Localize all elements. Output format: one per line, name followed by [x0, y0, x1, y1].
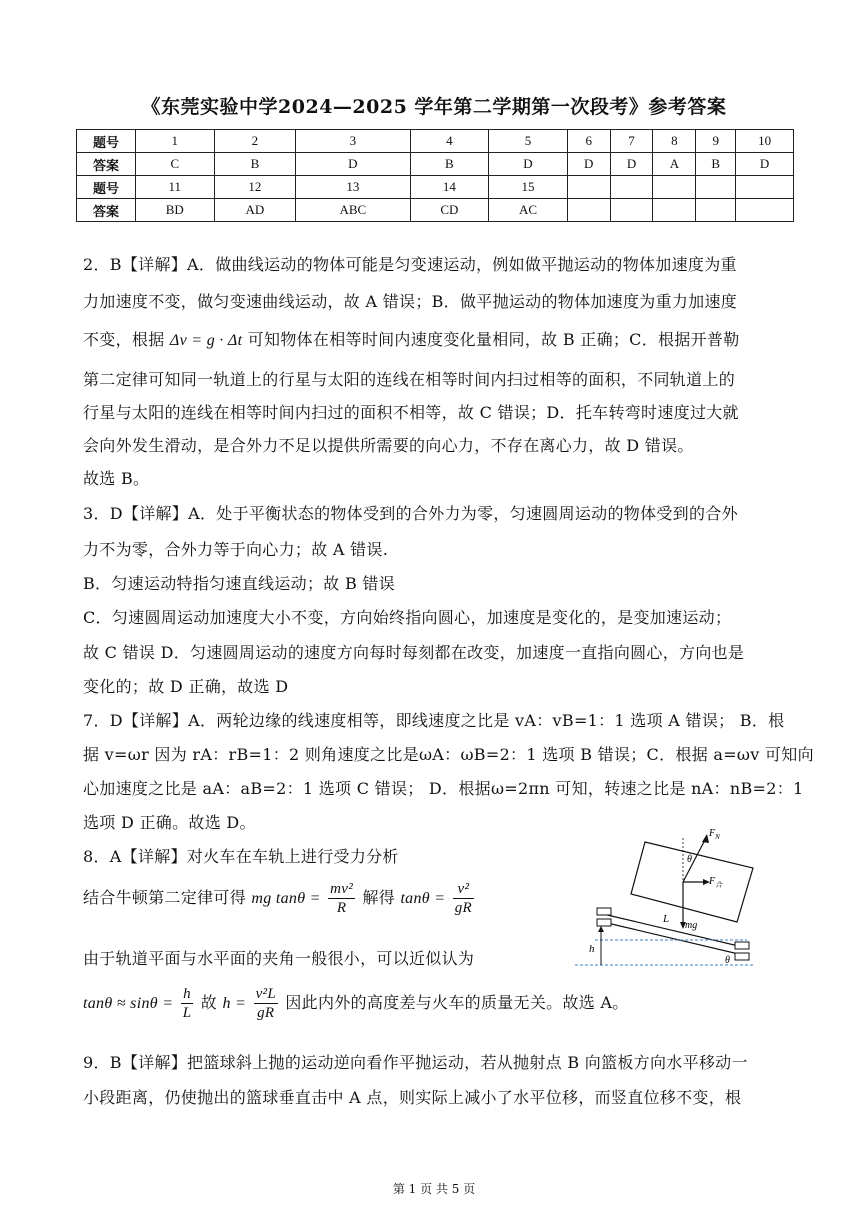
- table-cell: 题号: [77, 176, 136, 199]
- q8-text-2a: 结合牛顿第二定律可得: [83, 888, 247, 907]
- table-cell: A: [653, 153, 696, 176]
- table-row: [77, 130, 794, 153]
- formula-mg-tan: mg tanθ =: [251, 890, 321, 907]
- q8-line-1: 8．A【详解】对火车在车轨上进行受力分析: [83, 847, 399, 866]
- numerator: v²: [453, 880, 474, 899]
- q9-line-1: 9．B【详解】把篮球斜上抛的运动逆向看作平抛运动，若从抛射点 B 向篮板方向水平移动一: [83, 1053, 748, 1072]
- fn-main: F: [709, 828, 716, 839]
- table-cell: 5: [489, 130, 568, 153]
- table-cell: 10: [736, 130, 794, 153]
- height-arrow-top: [598, 926, 604, 932]
- q8-text-4a: 故: [200, 993, 218, 1012]
- page-title: 《东莞实验中学2024—2025 学年第二学期第一次段考》参考答案: [141, 96, 727, 118]
- table-cell: C: [136, 153, 215, 176]
- table-cell: [653, 199, 696, 222]
- table-cell: BD: [136, 199, 215, 222]
- table-cell: 2: [214, 130, 296, 153]
- q2-line-1: 2．B【详解】A．做曲线运动的物体可能是匀变速运动，例如做平抛运动的物体加速度为重: [83, 255, 737, 274]
- table-cell: [736, 176, 794, 199]
- fraction-h-l: [181, 985, 194, 1022]
- q2-line-5: 行星与太阳的连线在相等时间内扫过的面积不相等，故 C 错误；D．托车转弯时速度过大就: [83, 403, 739, 422]
- formula-tan: tanθ =: [400, 890, 446, 907]
- rail-lower-line: [603, 922, 747, 956]
- q2-line-4: 第二定律可知同一轨道上的行星与太阳的连线在相等时间内扫过相等的面积，不同轨道上的: [83, 370, 736, 389]
- table-cell: 14: [410, 176, 489, 199]
- mg-label: mg: [685, 920, 698, 931]
- q3-line-6: 变化的；故 D 正确，故选 D: [83, 677, 289, 696]
- q8-line-3: 由于轨道平面与水平面的夹角一般很小，可以近似认为: [83, 949, 475, 968]
- q7-line-1: 7．D【详解】A．两轮边缘的线速度相等，即线速度之比是 vA：vB=1：1 选项 A 错误； B．根: [83, 711, 785, 730]
- table-cell: [653, 176, 696, 199]
- h-label: h: [589, 943, 595, 955]
- q2-line-2: 力加速度不变，做匀变速曲线运动，故 A 错误；B．做平抛运动的物体加速度为重力加速度: [83, 292, 738, 311]
- delta-v-formula: Δv = g · Δt: [169, 332, 243, 349]
- table-cell: D: [489, 153, 568, 176]
- fhe-sub: 合: [715, 881, 723, 889]
- rail-block-left-bottom: [597, 919, 611, 926]
- page-footer: 第 1 页 共 5 页: [392, 1182, 476, 1196]
- formula-h: h =: [222, 995, 247, 1012]
- q8-line-4: [83, 985, 629, 1022]
- table-cell: [567, 176, 610, 199]
- q3-line-3: B．匀速运动特指匀速直线运动；故 B 错误: [83, 574, 395, 593]
- q8-line-2: [83, 880, 476, 917]
- table-cell: 答案: [77, 153, 136, 176]
- q7-line-3: 心加速度之比是 aA：aB=2：1 选项 C 错误； D．根据ω=2πn 可知，转速之比是 nA：nB=2：1: [83, 779, 804, 798]
- table-cell: 答案: [77, 199, 136, 222]
- table-cell: D: [296, 153, 410, 176]
- q7-line-4: 选项 D 正确。故选 D。: [83, 813, 256, 832]
- theta2-label: θ: [725, 955, 730, 966]
- table-cell: [696, 176, 736, 199]
- theta-label: θ: [687, 854, 692, 865]
- fraction-mv2-r: [328, 880, 355, 917]
- table-cell: 3: [296, 130, 410, 153]
- table-cell: D: [736, 153, 794, 176]
- force-diagram: [575, 822, 775, 972]
- table-cell: 4: [410, 130, 489, 153]
- q8-text-2b: 解得: [362, 888, 396, 907]
- table-cell: B: [696, 153, 736, 176]
- fn-label: [708, 828, 720, 841]
- fn-sub: N: [715, 833, 720, 841]
- rail-block-right-bottom: [735, 953, 749, 960]
- table-row: [77, 153, 794, 176]
- table-cell: [567, 199, 610, 222]
- table-cell: [736, 199, 794, 222]
- table-cell: 7: [610, 130, 653, 153]
- q8-text-4b: 因此内外的高度差与火车的质量无关。故选 A。: [285, 993, 629, 1012]
- q3-line-2: 力不为零，合外力等于向心力；故 A 错误.: [83, 540, 389, 559]
- q2-line-3: [83, 327, 740, 350]
- q3-line-4: C．匀速圆周运动加速度大小不变，方向始终指向圆心，加速度是变化的，是变加速运动；: [83, 608, 732, 627]
- fraction-v2-gr: [453, 880, 474, 917]
- numerator: mv²: [330, 881, 354, 897]
- table-cell: 9: [696, 130, 736, 153]
- table-cell: 6: [567, 130, 610, 153]
- table-cell: 12: [214, 176, 296, 199]
- denominator: gR: [454, 900, 472, 916]
- fraction-v2l-gr: [254, 985, 278, 1022]
- formula-tan-approx: tanθ ≈ sinθ =: [83, 995, 174, 1012]
- numerator: v²L: [255, 986, 276, 1002]
- table-row: [77, 176, 794, 199]
- table-cell: 11: [136, 176, 215, 199]
- q7-line-2: 据 v=ωr 因为 rA：rB=1：2 则角速度之比是ωA：ωB=2：1 选项 B 错误；C．根据 a=ωv 可知向: [83, 745, 814, 764]
- denominator: L: [182, 1005, 192, 1021]
- table-cell: D: [567, 153, 610, 176]
- q3-line-1: 3．D【详解】A．处于平衡状态的物体受到的合外力为零，匀速圆周运动的物体受到的合外: [83, 504, 738, 523]
- q2-line-6: 会向外发生滑动，是合外力不足以提供所需要的向心力，不存在离心力，故 D 错误。: [83, 436, 694, 455]
- table-cell: 13: [296, 176, 410, 199]
- q2-line-3a: 不变，根据: [83, 330, 165, 349]
- table-cell: 1: [136, 130, 215, 153]
- normal-force-arrowhead: [702, 834, 709, 843]
- table-cell: [610, 176, 653, 199]
- denominator: gR: [257, 1005, 275, 1021]
- rail-block-right-top: [735, 942, 749, 949]
- table-cell: AD: [214, 199, 296, 222]
- answer-table: [76, 129, 794, 222]
- q9-line-2: 小段距离，仍使抛出的篮球垂直击中 A 点，则实际上减小了水平位移，而竖直位移不变，根: [83, 1088, 742, 1107]
- q2-line-3b: 可知物体在相等时间内速度变化量相同，故 B 正确；C．根据开普勒: [247, 330, 740, 349]
- fhe-main: F: [709, 876, 716, 887]
- l-label: L: [663, 913, 670, 925]
- table-cell: [696, 199, 736, 222]
- table-cell: ABC: [296, 199, 410, 222]
- q2-line-7: 故选 B。: [83, 469, 150, 488]
- rail-block-left-top: [597, 908, 611, 915]
- denominator: R: [336, 900, 347, 916]
- table-cell: 8: [653, 130, 696, 153]
- table-cell: B: [410, 153, 489, 176]
- table-cell: CD: [410, 199, 489, 222]
- table-row: [77, 199, 794, 222]
- table-cell: AC: [489, 199, 568, 222]
- table-cell: D: [610, 153, 653, 176]
- table-cell: B: [214, 153, 296, 176]
- table-cell: 15: [489, 176, 568, 199]
- numerator: h: [181, 985, 194, 1004]
- q3-line-5: 故 C 错误 D．匀速圆周运动的速度方向每时每刻都在改变，加速度一直指向圆心，方向也是: [83, 643, 745, 662]
- table-cell: 题号: [77, 130, 136, 153]
- table-cell: [610, 199, 653, 222]
